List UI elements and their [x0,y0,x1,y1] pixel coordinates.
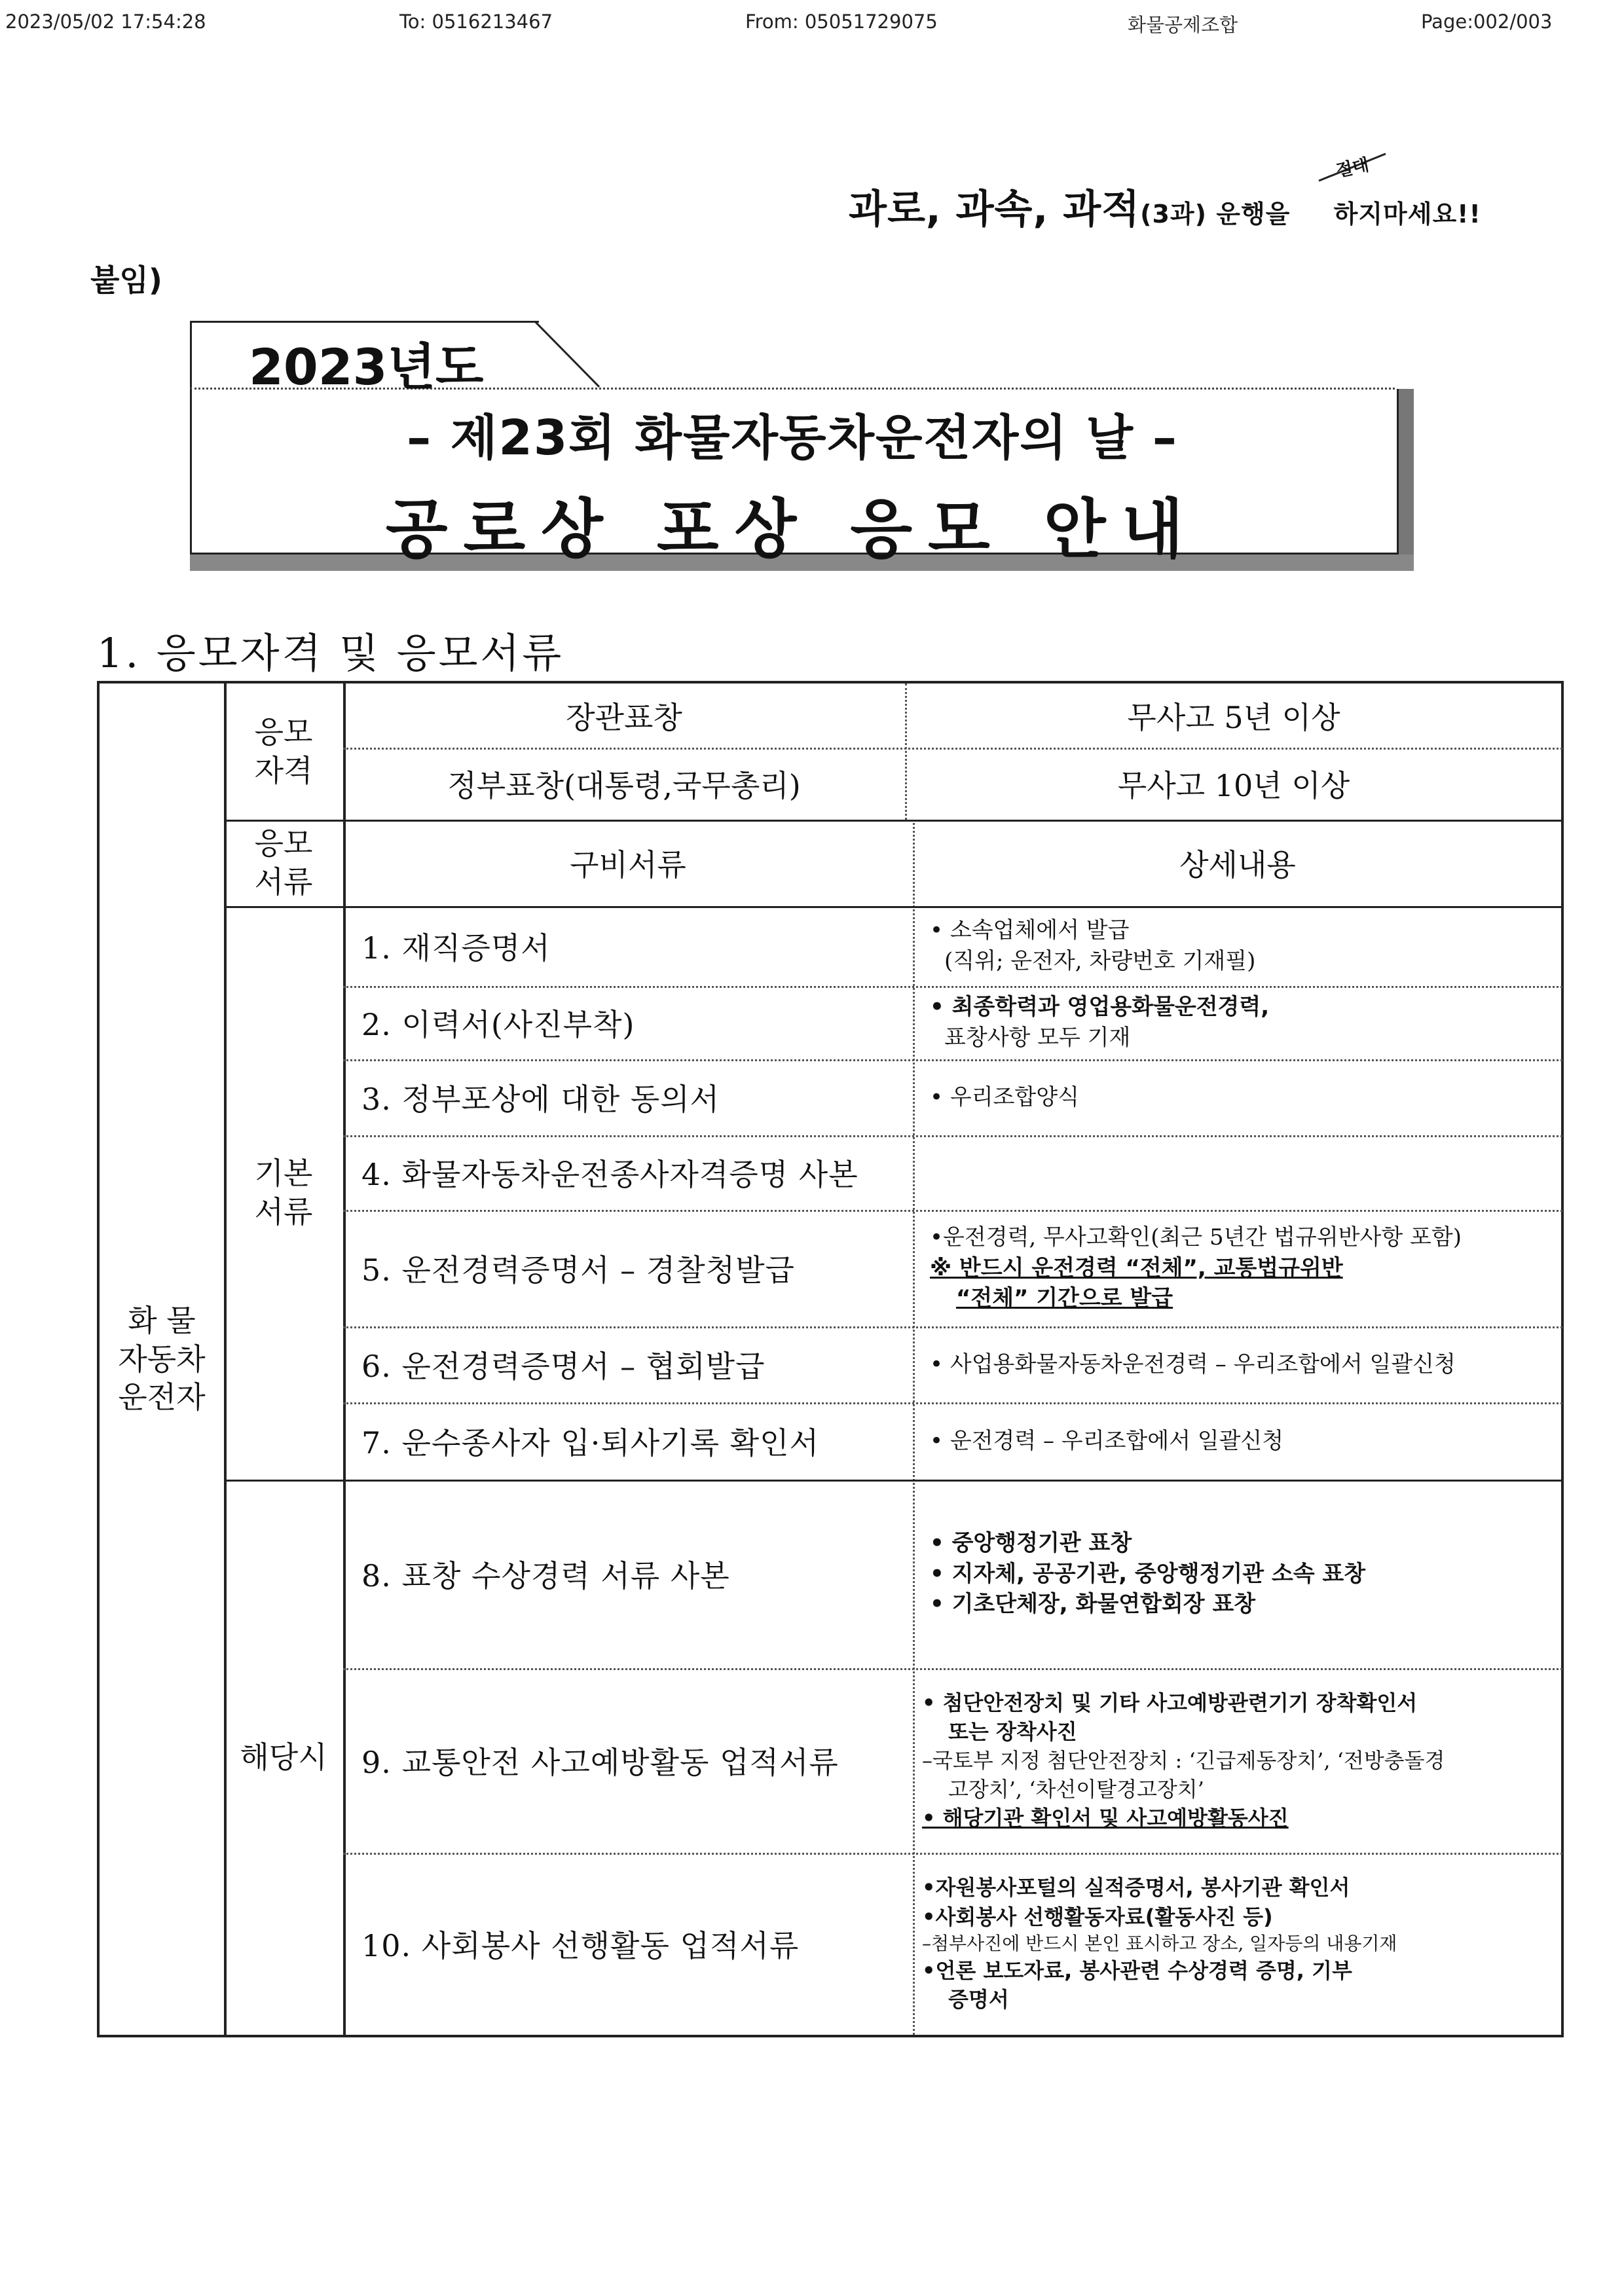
fax-from-number: From: 05051729075 [745,10,938,33]
details-row-8: • 중앙행정기관 표창 • 지자체, 공공기관, 중앙행정기관 소속 표창 • 기초단체장, 화물연합회장 표창 [930,1529,1366,1618]
details-row-9: • 첨단안전장치 및 기타 사고예방관련기기 장착확인서 또는 장착사진 –국토부 지정 첨단안전장치 : ‘긴급제동장치’, ‘전방충돌경 고장치’, ‘차선이탈경고장치’ • 해당기관 확인서 및 사고예방활동사진 [922,1690,1445,1831]
document-row-1: 1. 재직증명서 [361,930,551,966]
title-year: 2023년도 [249,338,484,396]
slogan-part3: 운행을 [1207,200,1300,228]
slogan-part2: (3과) [1140,200,1208,228]
eligibility-condition-government: 무사고 10년 이상 [1117,768,1350,803]
target-group-label: 화 물 자동차 운전자 [118,1302,206,1415]
basic-documents-label: 기본 서류 [254,1156,313,1230]
document-row-9: 9. 교통안전 사고예방활동 업적서류 [361,1745,839,1780]
page-title: 공로상 포상 응모 안내 [385,492,1200,567]
details-row-3: • 우리조합양식 [930,1084,1079,1110]
details-row-4 [913,1135,1562,1210]
documents-label: 응모 서류 [254,826,313,900]
eligibility-award-government: 정부표창(대통령,국무총리) [447,768,801,803]
details-row-10: •자원봉사포털의 실적증명서, 봉사기관 확인서 •사회봉사 선행활동자료(활동사진 등) –첨부사진에 반드시 본인 표시하고 장소, 일자등의 내용기재 •언론 보도자료, 봉사관련 수상경력 증명, 기부 증명서 [922,1875,1397,2013]
slogan-superscript: 절대 [1334,155,1371,181]
details-row-7: • 운전경력 – 우리조합에서 일괄신청 [930,1427,1284,1454]
title-year-diagonal [534,321,600,388]
fax-datetime: 2023/05/02 17:54:28 [5,10,206,33]
document-row-6: 6. 운전경력증명서 – 협회발급 [361,1349,766,1384]
documents-label-cell [224,820,343,906]
eligibility-label: 응모 자격 [254,714,313,788]
document-row-10: 10. 사회봉사 선행활동 업적서류 [361,1928,800,1963]
requirements-table [97,681,1564,2037]
optional-documents-label: 해당시 [240,1739,327,1775]
details-row-2: • 최종학력과 영업용화물운전경력, 표창사항 모두 기재 [930,994,1270,1051]
details-row-6: • 사업용화물자동차운전경력 – 우리조합에서 일괄신청 [930,1351,1456,1377]
column-header-details: 상세내용 [1179,847,1296,883]
basic-documents-label-cell [224,906,343,1480]
eligibility-condition-minister: 무사고 5년 이상 [1127,700,1340,735]
section-heading: 1. 응모자격 및 응모서류 [97,629,564,677]
slogan-part4: 하지마세요!! [1333,200,1481,228]
eligibility-award-minister: 장관표창 [566,700,682,735]
title-shadow-right [1397,389,1414,571]
document-row-4: 4. 화물자동차운전종사자격증명 사본 [361,1157,858,1192]
fax-sender: 화물공제조합 [1128,14,1238,36]
target-group-cell [100,683,224,2035]
document-row-8: 8. 표창 수상경력 서류 사본 [361,1558,730,1594]
safety-slogan [849,178,1481,234]
attachment-label: 붙임) [90,263,162,298]
document-row-3: 3. 정부포상에 대한 동의서 [361,1082,720,1117]
details-row-5: •운전경력, 무사고확인(최근 5년간 법규위반사항 포함) ※ 반드시 운전경력 “전체”, 교통법규위반 “전체” 기간으로 발급 [930,1224,1462,1312]
eligibility-label-cell [224,683,343,820]
details-row-1: • 소속업체에서 발급 (직위; 운전자, 차량번호 기재필) [930,917,1256,974]
document-row-7: 7. 운수종사자 입·퇴사기록 확인서 [361,1425,820,1461]
fax-to-number: To: 0516213467 [399,10,553,33]
document-row-2: 2. 이력서(사진부착) [361,1007,635,1042]
document-row-5: 5. 운전경력증명서 – 경찰청발급 [361,1252,795,1288]
slogan-part1: 과로, 과속, 과적 [849,187,1141,232]
fax-page-count: Page:002/003 [1421,10,1553,33]
title-event-name: – 제23회 화물자동차운전자의 날 – [407,410,1178,466]
column-header-documents: 구비서류 [570,847,686,883]
